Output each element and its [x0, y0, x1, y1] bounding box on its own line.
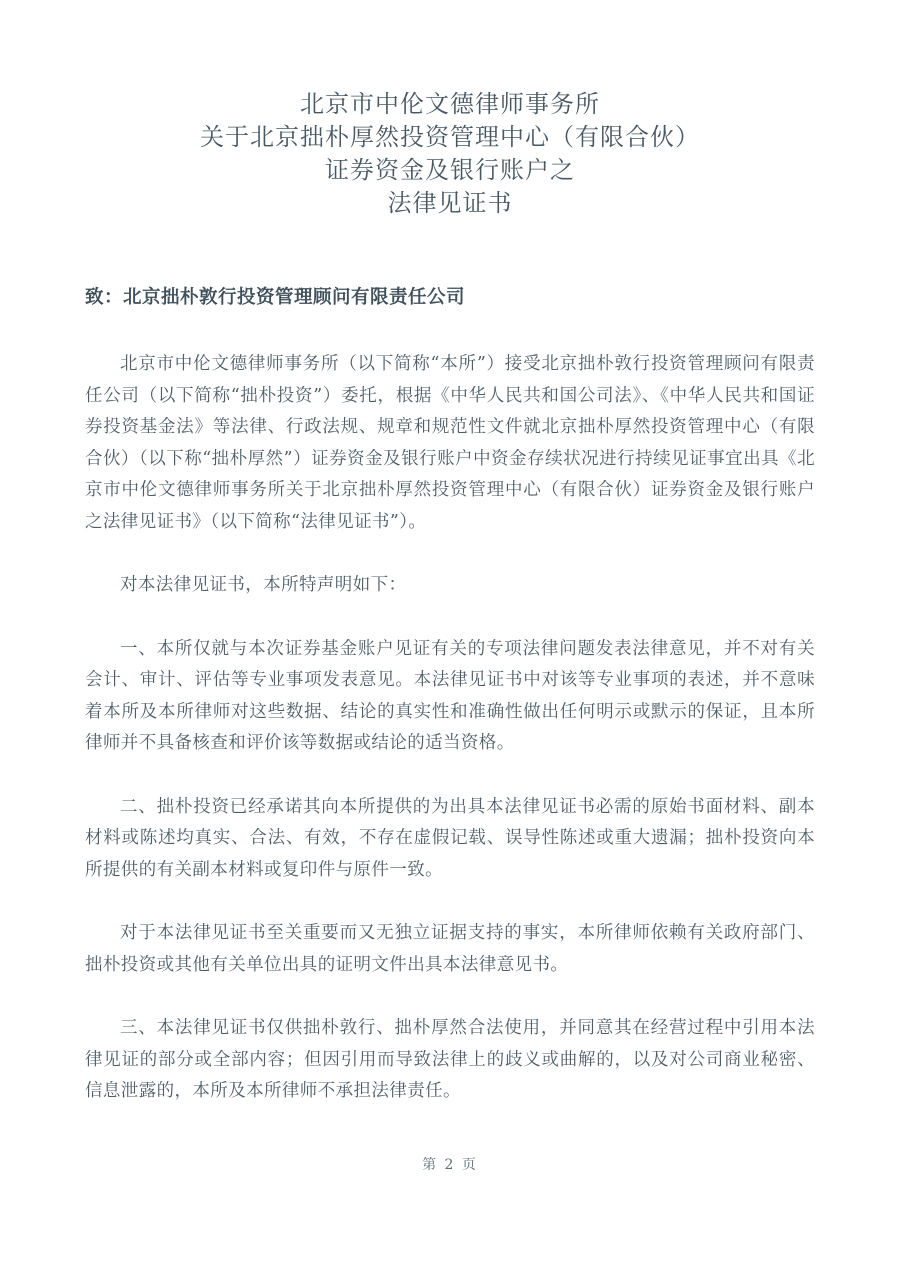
page-number: 第 2 页: [422, 1157, 478, 1173]
document-title: [85, 88, 815, 220]
body-paragraph: 三、本法律见证书仅供拙朴敦行、拙朴厚然合法使用，并同意其在经营过程中引用本法律见证的部分或全部内容；但因引用而导致法律上的歧义或曲解的，以及对公司商业秘密、信息泄露的，本所及本所律师不承担法律责任。: [85, 1018, 815, 1101]
body-paragraph: 对本法律见证书，本所特声明如下：: [120, 575, 407, 595]
body-paragraph: 北京市中伦文德律师事务所（以下简称“本所”）接受北京拙朴敦行投资管理顾问有限责任公司（以下简称“拙朴投资”）委托，根据《中华人民共和国公司法》、《中华人民共和国证券投资基金法》等法律、行政法规、规章和规范性文件就北京拙朴厚然投资管理中心（有限合伙）（以下称“拙朴厚然”）证券资金及银行账户中资金存续状况进行持续见证事宜出具《北京市中伦文德律师事务所关于北京拙朴厚然投资管理中心（有限合伙）证券资金及银行账户之法律见证书》（以下简称“法律见证书”）。: [85, 354, 815, 532]
body-paragraph: 对于本法律见证书至关重要而又无独立证据支持的事实，本所律师依赖有关政府部门、拙朴投资或其他有关单位出具的证明文件出具本法律意见书。: [85, 923, 815, 975]
body-paragraph: 二、拙朴投资已经承诺其向本所提供的为出具本法律见证书必需的原始书面材料、副本材料或陈述均真实、合法、有效，不存在虚假记载、误导性陈述或重大遗漏；拙朴投资向本所提供的有关副本材料或复印件与原件一致。: [85, 796, 815, 880]
title-line: 证券资金及银行账户之: [325, 156, 575, 184]
document-body: [85, 349, 815, 1108]
title-line: 北京市中伦文德律师事务所: [300, 90, 600, 118]
title-line: 关于北京拙朴厚然投资管理中心（有限合伙）: [200, 123, 700, 151]
title-line: 法律见证书: [387, 189, 513, 217]
body-paragraph: 一、本所仅就与本次证券基金账户见证有关的专项法律问题发表法律意见，并不对有关会计、审计、评估等专业事项发表意见。本法律见证书中对该等专业事项的表述，并不意味着本所及本所律师对这些数据、结论的真实性和准确性做出任何明示或默示的保证，且本所律师并不具备核查和评价该等数据或结论的适当资格。: [85, 638, 815, 753]
addressee-line: 致：北京拙朴敦行投资管理顾问有限责任公司: [85, 287, 466, 308]
